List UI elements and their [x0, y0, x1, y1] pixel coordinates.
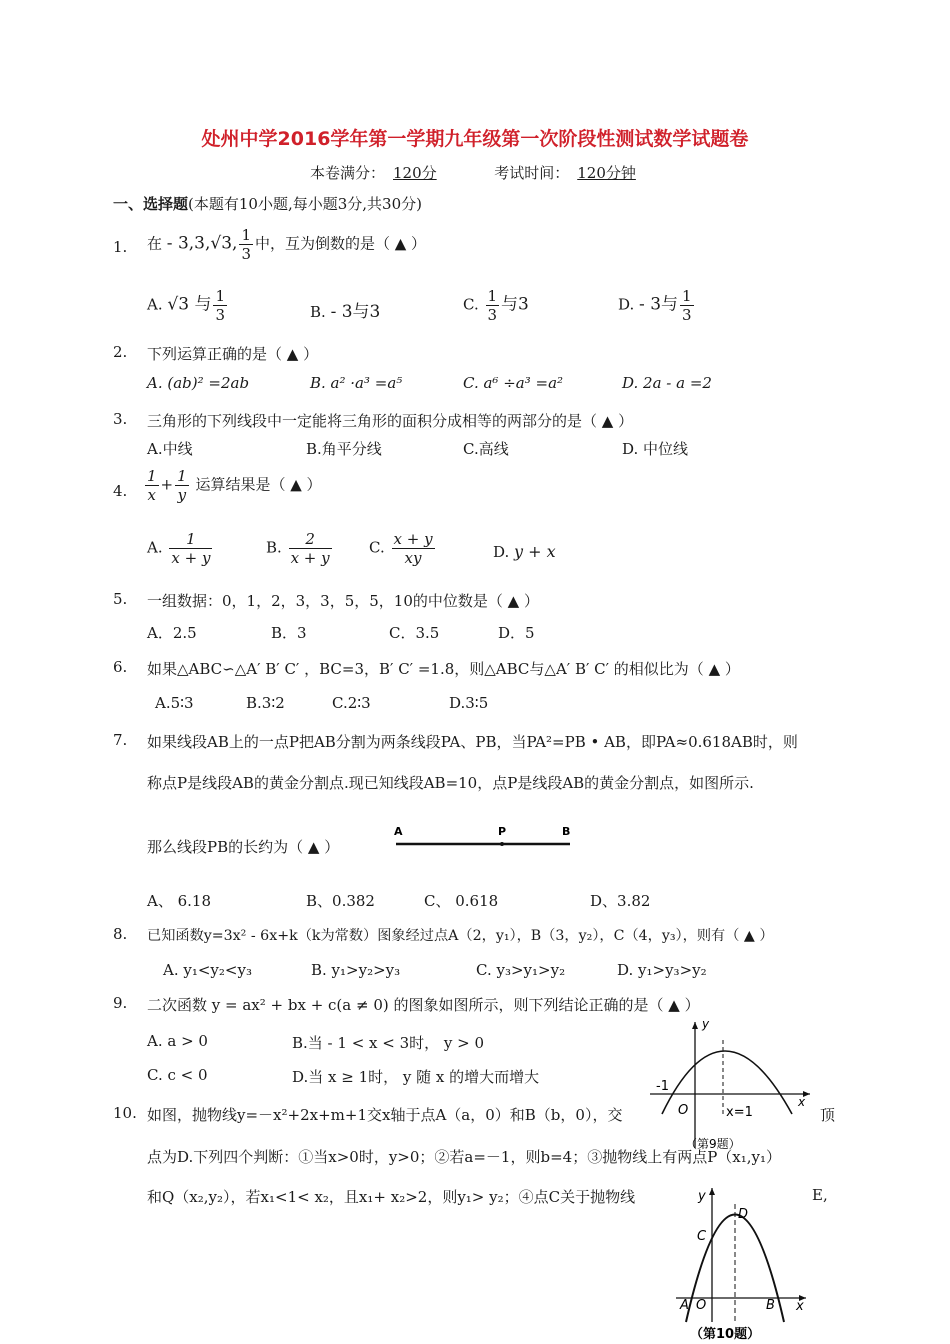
q7-line-2: 称点P是线段AB的黄金分割点.现已知线段AB=10，点P是线段AB的黄金分割点，如图所示.	[147, 774, 754, 792]
q2-number: 2.	[113, 343, 128, 361]
q8-option-c: C. y₃>y₁>y₂	[476, 961, 566, 979]
q2-option-a: A. (ab)² =2ab	[147, 374, 250, 392]
q1-d-bot: 3	[682, 306, 692, 324]
q3-option-d: D. 中位线	[622, 440, 689, 458]
label-minus-one: -1	[656, 1079, 669, 1094]
score-label: 本卷满分：	[310, 164, 386, 182]
fig10-caption: （第10题）	[690, 1327, 761, 1342]
section-title: 一、选择题	[113, 195, 189, 213]
label-y: y	[698, 1189, 706, 1204]
q1-post: 中，互为倒数的是（ ▲ ）	[254, 234, 427, 253]
q4-b-top: 2	[289, 530, 332, 549]
label-a: A	[680, 1298, 689, 1313]
q1-frac-top: 1	[241, 226, 251, 244]
q1-d-top: 1	[682, 287, 692, 305]
q8-stem: 已知函数y=3x² - 6x+k（k为常数）图象经过点A（2，y₁），B（3，y₂），C（4，y₃），则有（ ▲ ）	[147, 928, 774, 944]
q5-option-d: D．5	[498, 624, 535, 642]
q4-frac-2	[175, 467, 189, 504]
time-value: 120分钟	[577, 164, 636, 182]
q4-a-frac	[169, 530, 212, 567]
label-x: x	[796, 1299, 804, 1314]
q7-option-c: C、 0.618	[424, 892, 499, 910]
q4-stem-text: 运算结果是（ ▲ ）	[195, 475, 322, 494]
label-axis: x=1	[726, 1105, 753, 1120]
q6-option-c: C.2∶3	[332, 694, 371, 712]
q6-stem: 如果△ABC∽△A′ B′ C′ ，BC=3，B′ C′ =1.8，则△ABC与△A′ B′ C′ 的相似比为（ ▲ ）	[147, 660, 740, 678]
q4-option-d	[493, 542, 556, 561]
section-heading	[113, 193, 422, 214]
label-y: y	[702, 1018, 710, 1031]
score-value: 120分	[393, 164, 437, 182]
fig9-caption: （第9题）	[685, 1137, 741, 1151]
q5-option-c: C．3.5	[389, 624, 440, 642]
q9-option-b: B.当 - 1 < x < 3时， y > 0	[292, 1034, 485, 1052]
q4-f1-bot: x	[147, 486, 156, 504]
q3-option-b: B.角平分线	[306, 440, 382, 458]
q4-number: 4.	[113, 482, 128, 500]
q7-line-3: 那么线段PB的长约为（ ▲ ）	[147, 838, 340, 856]
q4-c-bot: xy	[404, 549, 422, 567]
q9-number: 9.	[113, 994, 128, 1012]
q3-option-a: A.中线	[147, 440, 193, 458]
q1-number: 1.	[113, 238, 128, 256]
q10-figure-parabola	[672, 1182, 812, 1344]
q4-b-bot: x + y	[290, 549, 330, 567]
q3-stem: 三角形的下列线段中一定能将三角形的面积分成相等的两部分的是（ ▲ ）	[147, 412, 634, 430]
q3-number: 3.	[113, 410, 128, 428]
q4-plus: +	[160, 475, 174, 494]
q1-a-label: A.	[147, 295, 163, 314]
q1-pre: 在	[147, 234, 163, 253]
q7-option-b: B、0.382	[306, 892, 375, 910]
q10-number: 10.	[113, 1104, 137, 1122]
q10-line-1-end: 顶	[820, 1106, 836, 1124]
q1-option-a	[147, 287, 229, 324]
q4-a-bot: x + y	[171, 549, 211, 567]
q8-option-b: B. y₁>y₂>y₃	[311, 961, 401, 979]
q4-d-label: D.	[493, 543, 510, 561]
q9-option-d: D.当 x ≥ 1时， y 随 x 的增大而增大	[292, 1068, 540, 1086]
q1-a-bot: 3	[215, 306, 225, 324]
q4-option-a	[147, 530, 214, 567]
q2-option-c: C. a⁶ ÷a³ =a²	[463, 374, 564, 392]
q7-option-a: A、 6.18	[147, 892, 211, 910]
q4-b-frac	[289, 530, 332, 567]
q4-c-top: x + y	[393, 530, 433, 548]
q6-number: 6.	[113, 658, 128, 676]
q1-list: - 3,3,√3,	[166, 233, 238, 254]
exam-meta	[310, 162, 644, 183]
q10-line-2: 点为D.下列四个判断：①当x>0时，y>0；②若a=－1，则b=4；③抛物线上有两点P（x₁,y₁）	[147, 1148, 782, 1166]
q4-c-label: C.	[369, 538, 385, 557]
q10-line-1: 如图，抛物线y=－x²+2x+m+1交x轴于点A（a，0）和B（b，0），交	[147, 1106, 623, 1124]
q10-line-3: 和Q（x₂,y₂），若x₁<1< x₂，且x₁+ x₂>2，则y₁> y₂；④点C关于抛物线	[147, 1188, 636, 1206]
q4-stem	[143, 467, 322, 504]
q6-option-b: B.3∶2	[246, 694, 285, 712]
q6-option-a: A.5∶3	[155, 694, 194, 712]
q1-a-text: √3 与	[167, 294, 212, 315]
q4-d-text: y + x	[514, 542, 556, 561]
q4-b-label: B.	[266, 538, 282, 557]
label-d: D	[738, 1207, 749, 1222]
q3-option-c: C.高线	[463, 440, 509, 458]
page-title: 处州中学2016学年第一学期九年级第一次阶段性测试数学试题卷	[201, 128, 749, 150]
q4-f2-bot: y	[177, 486, 187, 504]
q8-number: 8.	[113, 925, 128, 943]
q1-d-label: D.	[618, 295, 635, 314]
q2-option-b: B. a² ·a³ =a⁵	[310, 374, 403, 392]
q10-line-3-end: E,	[812, 1186, 828, 1204]
y-arrow-icon	[692, 1022, 698, 1029]
q1-frac-bot: 3	[241, 245, 251, 263]
q1-c-frac	[486, 287, 500, 324]
q7-option-d: D、3.82	[590, 892, 651, 910]
q1-d-text: - 3与	[639, 294, 679, 315]
q7-figure-segment	[390, 822, 580, 852]
q5-option-a: A．2.5	[147, 624, 197, 642]
q9-stem: 二次函数 y = ax² + bx + c(a ≠ 0) 的图象如图所示，则下列结论正确的是（ ▲ ）	[147, 996, 700, 1014]
label-p: P	[498, 825, 507, 838]
y-arrow-icon	[709, 1188, 715, 1195]
q2-option-d: D. 2a - a =2	[622, 374, 712, 392]
q5-stem: 一组数据：0，1，2，3，3，5，5，10的中位数是（ ▲ ）	[147, 592, 539, 610]
q1-c-bot: 3	[487, 306, 498, 324]
q1-option-d	[618, 287, 696, 324]
label-b: B	[766, 1298, 775, 1313]
q9-figure-parabola	[640, 1018, 820, 1153]
q6-option-d: D.3∶5	[449, 694, 489, 712]
q4-f1-top: 1	[147, 467, 157, 485]
q1-a-top: 1	[215, 287, 225, 305]
q1-option-c	[463, 287, 529, 324]
q4-f2-top: 1	[177, 467, 187, 485]
q1-fraction	[239, 226, 253, 263]
label-x: x	[798, 1095, 806, 1109]
q1-c-text: 与3	[501, 294, 529, 315]
section-note: (本题有10小题,每小题3分,共30分)	[188, 195, 422, 213]
q7-number: 7.	[113, 731, 128, 749]
q8-option-a: A. y₁<y₂<y₃	[163, 961, 252, 979]
q9-option-a: A. a > 0	[147, 1032, 208, 1050]
q4-frac-1	[145, 467, 159, 504]
q1-b-label: B.	[310, 303, 326, 321]
q9-option-c: C. c < 0	[147, 1066, 208, 1084]
q5-option-b: B．3	[271, 624, 307, 642]
q8-option-d: D. y₁>y₃>y₂	[617, 961, 707, 979]
q4-option-b	[266, 530, 334, 567]
q4-a-top: 1	[169, 530, 212, 549]
q4-a-label: A.	[147, 538, 163, 557]
q7-line-1: 如果线段AB上的一点P把AB分割为两条线段PA、PB，当PA²=PB • AB，即PA≈0.618AB时，则	[147, 733, 798, 751]
q1-b-text: - 3与3	[330, 302, 381, 322]
q1-c-label: C.	[463, 295, 479, 314]
label-b: B	[562, 825, 571, 838]
point-p	[500, 842, 504, 846]
q1-d-frac	[680, 287, 694, 324]
q2-stem: 下列运算正确的是（ ▲ ）	[147, 345, 319, 363]
time-label: 考试时间：	[494, 164, 570, 182]
label-o: O	[696, 1298, 707, 1313]
q5-number: 5.	[113, 590, 128, 608]
q1-a-frac	[213, 287, 227, 324]
label-c: C	[697, 1229, 707, 1244]
q1-option-b	[310, 297, 380, 322]
label-o: O	[678, 1103, 689, 1118]
q1-c-top: 1	[487, 287, 498, 305]
q4-option-c	[369, 530, 437, 567]
q1-stem	[147, 226, 426, 263]
label-a: A	[394, 825, 403, 838]
q4-c-frac	[392, 530, 435, 567]
